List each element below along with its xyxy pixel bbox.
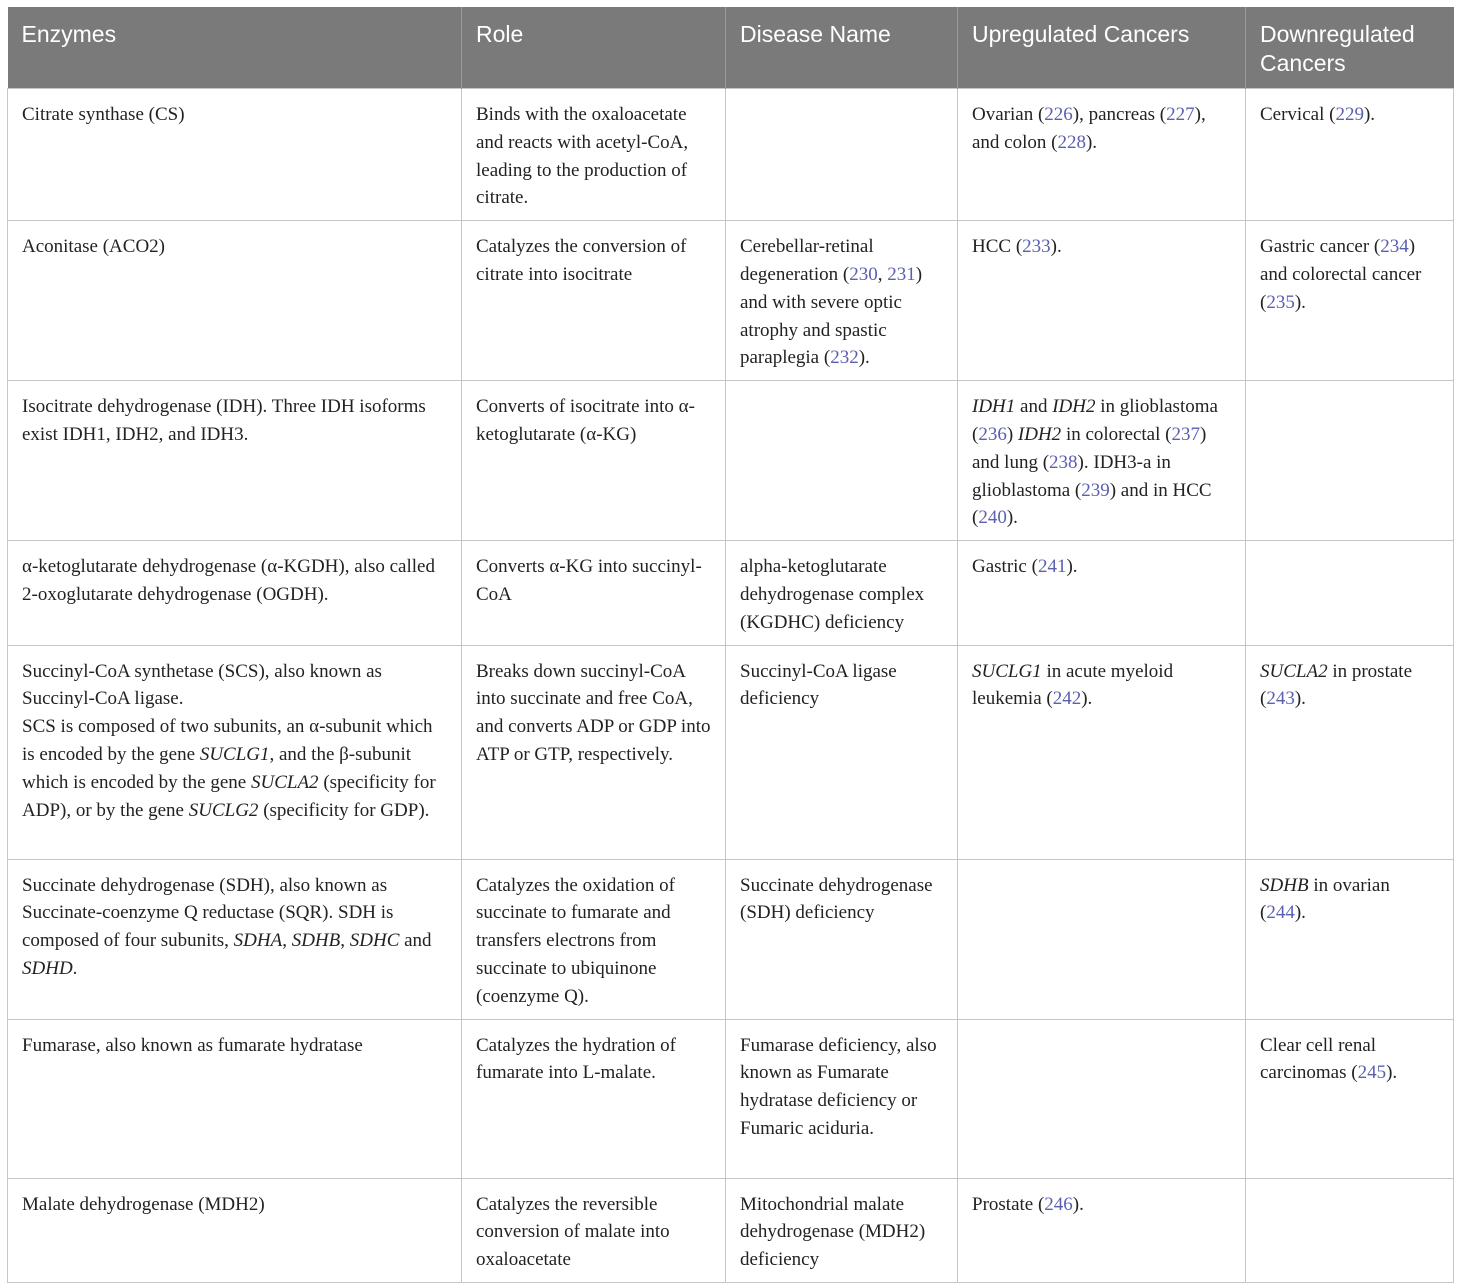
reference-link[interactable]: 243 xyxy=(1266,688,1295,710)
cell-upregulated: IDH1 and IDH2 in glioblastoma (236) IDH2 in colorectal (237) and lung (238). IDH3-a in glioblastoma (239) and in HCC (240). xyxy=(958,381,1246,541)
reference-link[interactable]: 236 xyxy=(978,423,1007,445)
reference-link[interactable]: 230 xyxy=(849,263,878,285)
table-row xyxy=(8,645,1454,859)
reference-link[interactable]: 231 xyxy=(887,263,916,285)
cell-role: Catalyzes the reversible conversion of malate into oxaloacetate xyxy=(462,1178,726,1282)
cell-downregulated: SDHB in ovarian (244). xyxy=(1246,859,1454,1019)
cell-downregulated: SUCLA2 in prostate (243). xyxy=(1246,645,1454,859)
cell-downregulated xyxy=(1246,1178,1454,1282)
reference-link[interactable]: 235 xyxy=(1266,291,1295,313)
enzyme-table xyxy=(7,7,1454,1283)
header-enzymes: Enzymes xyxy=(8,7,462,89)
cell-downregulated: Clear cell renal carcinomas (245). xyxy=(1246,1019,1454,1178)
cell-downregulated: Cervical (229). xyxy=(1246,89,1454,221)
cell-downregulated xyxy=(1246,381,1454,541)
cell-enzyme: Aconitase (ACO2) xyxy=(8,221,462,381)
header-upregulated-cancers: Upregulated Cancers xyxy=(958,7,1246,89)
cell-role: Breaks down succinyl-CoA into succinate and free CoA, and converts ADP or GDP into ATP or GTP, respectively. xyxy=(462,645,726,859)
cell-disease: Fumarase deficiency, also known as Fumarate hydratase deficiency or Fumaric aciduria. xyxy=(726,1019,958,1178)
reference-link[interactable]: 240 xyxy=(978,507,1007,529)
cell-downregulated xyxy=(1246,541,1454,645)
cell-upregulated: SUCLG1 in acute myeloid leukemia (242). xyxy=(958,645,1246,859)
reference-link[interactable]: 237 xyxy=(1171,423,1200,445)
cell-disease: Succinate dehydrogenase (SDH) deficiency xyxy=(726,859,958,1019)
cell-disease xyxy=(726,381,958,541)
cell-disease xyxy=(726,89,958,221)
cell-downregulated: Gastric cancer (234) and colorectal cancer (235). xyxy=(1246,221,1454,381)
cell-upregulated: Gastric (241). xyxy=(958,541,1246,645)
table-row xyxy=(8,89,1454,221)
cell-upregulated xyxy=(958,859,1246,1019)
cell-enzyme: Malate dehydrogenase (MDH2) xyxy=(8,1178,462,1282)
cell-role: Catalyzes the conversion of citrate into isocitrate xyxy=(462,221,726,381)
header-downregulated-cancers: Downregulated Cancers xyxy=(1246,7,1454,89)
reference-link[interactable]: 229 xyxy=(1335,104,1364,125)
table-row xyxy=(8,381,1454,541)
table-row xyxy=(8,541,1454,645)
cell-role: Converts α-KG into succinyl-CoA xyxy=(462,541,726,645)
reference-link[interactable]: 239 xyxy=(1081,479,1110,501)
cell-enzyme: Succinate dehydrogenase (SDH), also known as Succinate-coenzyme Q reductase (SQR). SDH is composed of four subunits, SDHA, SDHB, SDHC and SDHD. xyxy=(8,859,462,1019)
reference-link[interactable]: 242 xyxy=(1052,688,1082,710)
cell-disease: Mitochondrial malate dehydrogenase (MDH2) deficiency xyxy=(726,1178,958,1282)
cell-upregulated: Ovarian (226), pancreas (227), and colon (228). xyxy=(958,89,1246,221)
reference-link[interactable]: 241 xyxy=(1037,556,1067,578)
header-disease-name: Disease Name xyxy=(726,7,958,89)
cell-upregulated xyxy=(958,1019,1246,1178)
table-row xyxy=(8,221,1454,381)
cell-upregulated: HCC (233). xyxy=(958,221,1246,381)
table-row xyxy=(8,859,1454,1019)
cell-enzyme: Succinyl-CoA synthetase (SCS), also known as Succinyl-CoA ligase. SCS is composed of two subunits, an α-subunit which is encoded by the gene SUCLG1, and the β-subunit which is encoded by the gene SUCLA2 (specificity for ADP), or by the gene SUCLG2 (specificity for GDP). xyxy=(8,645,462,859)
reference-link[interactable]: 227 xyxy=(1166,104,1195,125)
reference-link[interactable]: 245 xyxy=(1357,1062,1387,1084)
cell-disease: Cerebellar-retinal degeneration (230, 231) and with severe optic atrophy and spastic paraplegia (232). xyxy=(726,221,958,381)
reference-link[interactable]: 226 xyxy=(1044,104,1073,125)
cell-role: Binds with the oxaloacetate and reacts with acetyl-CoA, leading to the production of citrate. xyxy=(462,89,726,221)
reference-link[interactable]: 234 xyxy=(1380,236,1409,258)
header-role: Role xyxy=(462,7,726,89)
cell-enzyme: Citrate synthase (CS) xyxy=(8,89,462,221)
cell-role: Catalyzes the oxidation of succinate to fumarate and transfers electrons from succinate to ubiquinone (coenzyme Q). xyxy=(462,859,726,1019)
cell-disease: Succinyl-CoA ligase deficiency xyxy=(726,645,958,859)
table-header-row xyxy=(8,7,1454,89)
cell-role: Converts of isocitrate into α-ketoglutarate (α-KG) xyxy=(462,381,726,541)
reference-link[interactable]: 244 xyxy=(1266,902,1295,924)
cell-enzyme: Isocitrate dehydrogenase (IDH). Three IDH isoforms exist IDH1, IDH2, and IDH3. xyxy=(8,381,462,541)
cell-role: Catalyzes the hydration of fumarate into L-malate. xyxy=(462,1019,726,1178)
reference-link[interactable]: 233 xyxy=(1022,236,1051,258)
reference-link[interactable]: 228 xyxy=(1057,131,1086,153)
reference-link[interactable]: 246 xyxy=(1044,1193,1073,1215)
table-row xyxy=(8,1178,1454,1282)
cell-enzyme: α-ketoglutarate dehydrogenase (α-KGDH), also called 2-oxoglutarate dehydrogenase (OGDH). xyxy=(8,541,462,645)
cell-disease: alpha-ketoglutarate dehydrogenase complex (KGDHC) deficiency xyxy=(726,541,958,645)
reference-link[interactable]: 238 xyxy=(1049,451,1078,473)
reference-link[interactable]: 232 xyxy=(830,347,859,369)
table-row xyxy=(8,1019,1454,1178)
cell-upregulated: Prostate (246). xyxy=(958,1178,1246,1282)
cell-enzyme: Fumarase, also known as fumarate hydratase xyxy=(8,1019,462,1178)
